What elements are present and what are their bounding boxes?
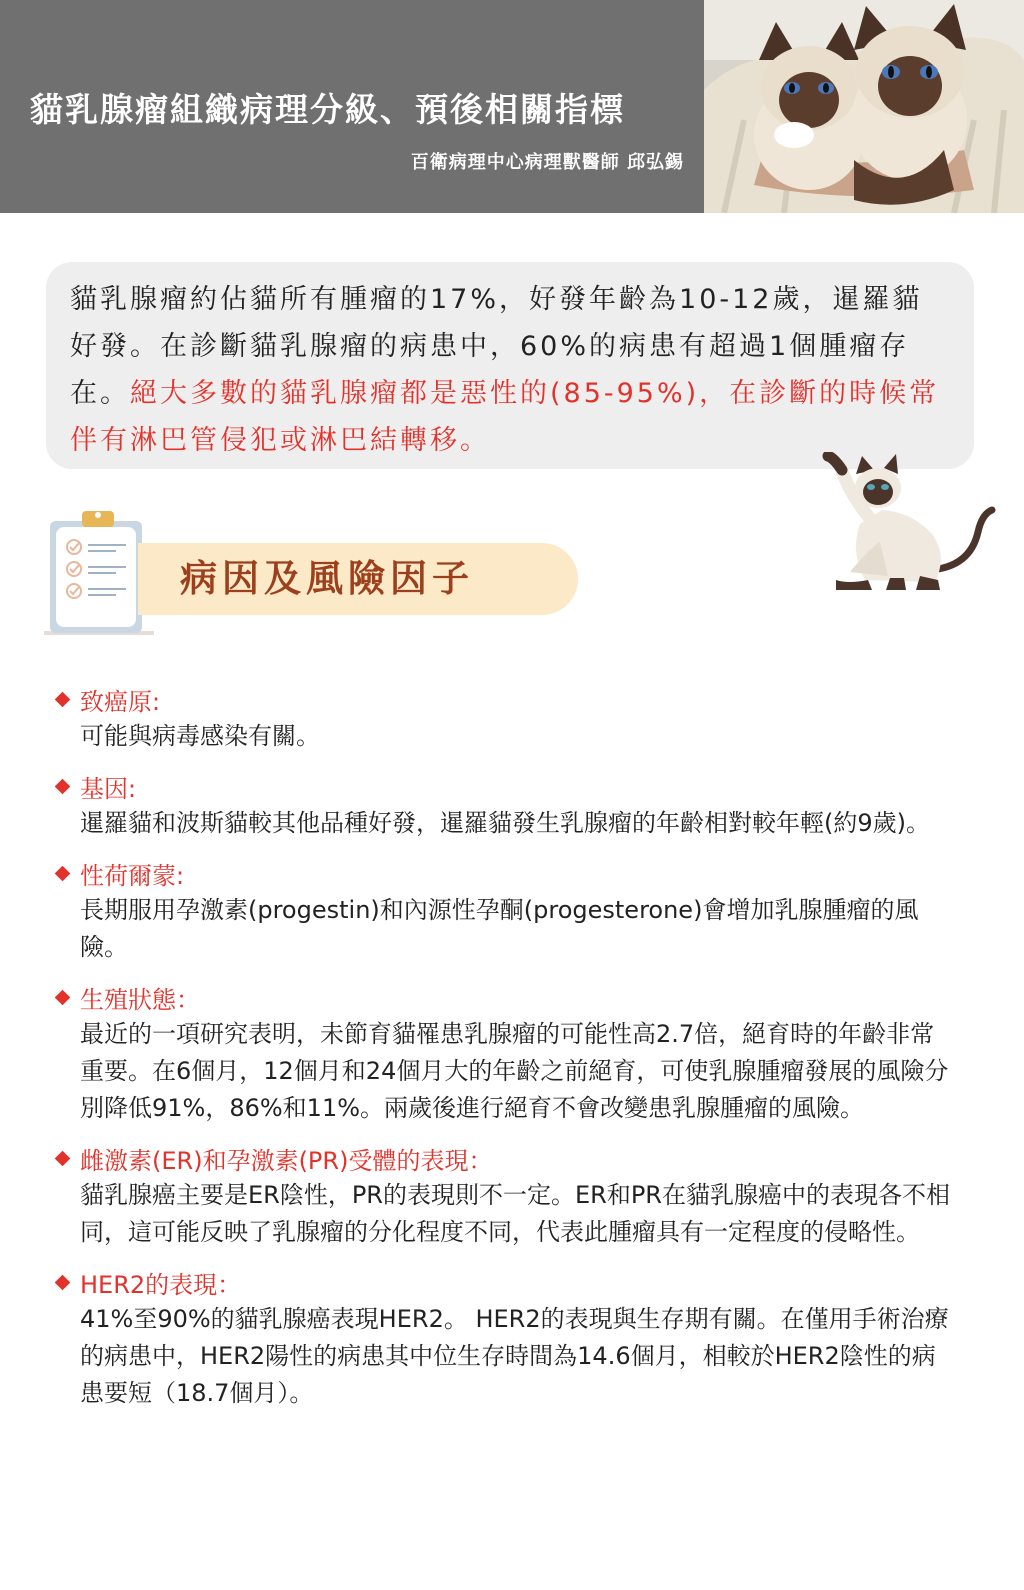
- diamond-bullet-icon: [55, 1274, 71, 1290]
- factor-title: 致癌原:: [80, 687, 161, 716]
- factor-title: 基因:: [80, 774, 137, 803]
- diamond-bullet-icon: [55, 989, 71, 1005]
- factor-title: HER2的表現：: [80, 1270, 242, 1299]
- intro-text: 貓乳腺瘤約佔貓所有腫瘤的17%，好發年齡為10-12歲，暹羅貓好發。在診斷貓乳腺瘤的病患中，60%的病患有超過1個腫瘤存在。: [70, 284, 923, 409]
- factor-body: 可能與病毒感染有關。: [80, 722, 320, 750]
- factor-title: 生殖狀態：: [80, 985, 200, 1014]
- diamond-bullet-icon: [55, 691, 71, 707]
- list-item: [52, 1263, 952, 1412]
- author-line: 百衛病理中心病理獸醫師 邱弘錫: [410, 152, 684, 173]
- list-item: [52, 854, 952, 966]
- siamese-cats-photo-icon: [704, 0, 1024, 213]
- risk-factor-list: [52, 680, 952, 1424]
- factor-body: 貓乳腺癌主要是ER陰性，PR的表現則不一定。ER和PR在貓乳腺癌中的表現各不相同，這可能反映了乳腺瘤的分化程度不同，代表此腫瘤具有一定程度的侵略性。: [80, 1181, 950, 1246]
- diamond-bullet-icon: [55, 1150, 71, 1166]
- list-item: [52, 767, 952, 842]
- page-title: 貓乳腺瘤組織病理分級、預後相關指標: [30, 90, 625, 129]
- factor-body: 最近的一項研究表明，未節育貓罹患乳腺瘤的可能性高2.7倍，絕育時的年齡非常重要。在6個月，12個月和24個月大的年齡之前絕育，可使乳腺腫瘤發展的風險分別降低91%，86%和11%。兩歲後進行絕育不會改變患乳腺腫瘤的風險。: [80, 1020, 949, 1122]
- intro-box: [46, 262, 974, 469]
- list-item: [52, 1139, 952, 1251]
- factor-body: 長期服用孕激素(progestin)和內源性孕酮(progesterone)會增加乳腺腫瘤的風險。: [80, 896, 919, 961]
- factor-title: 性荷爾蒙:: [80, 861, 185, 890]
- header-banner: [0, 0, 1024, 213]
- factor-body: 41%至90%的貓乳腺癌表現HER2。 HER2的表現與生存期有關。在僅用手術治療的病患中，HER2陽性的病患其中位生存時間為14.6個月，相較於HER2陰性的病患要短（18.7個月）。: [80, 1305, 949, 1407]
- list-item: [52, 680, 952, 755]
- factor-title: 雌激素(ER)和孕激素(PR)受體的表現：: [80, 1146, 493, 1175]
- siamese-cat-icon: [820, 452, 1000, 594]
- diamond-bullet-icon: [55, 865, 71, 881]
- factor-body: 暹羅貓和波斯貓較其他品種好發，暹羅貓發生乳腺瘤的年齡相對較年輕(約9歲)。: [80, 809, 930, 837]
- list-item: [52, 978, 952, 1127]
- diamond-bullet-icon: [55, 778, 71, 794]
- intro-highlight-text: 絕大多數的貓乳腺瘤都是惡性的(85-95%)，在診斷的時候常伴有淋巴管侵犯或淋巴結轉移。: [70, 378, 940, 456]
- section-title: 病因及風險因子: [180, 557, 474, 600]
